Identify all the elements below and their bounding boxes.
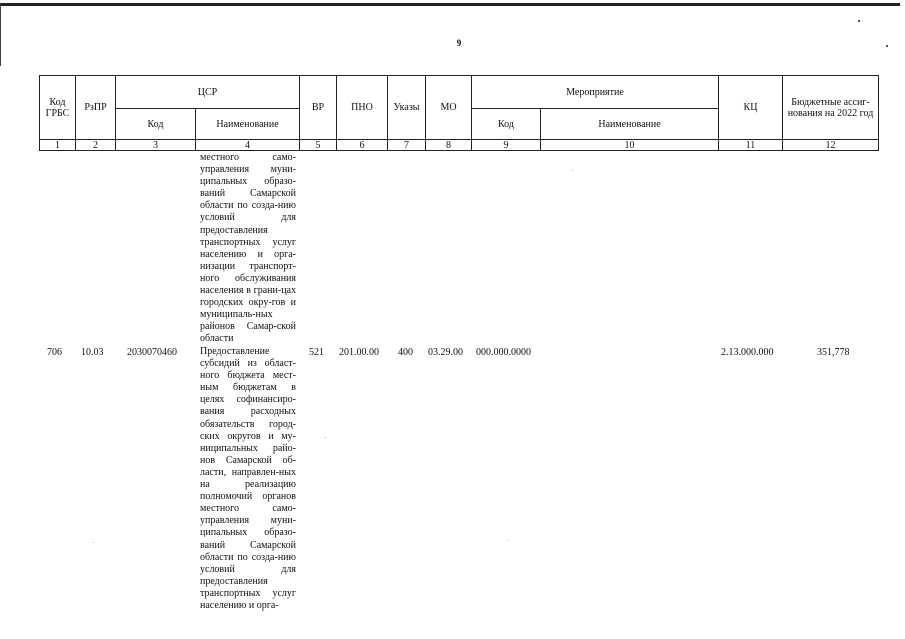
- cell-rzpr: 10.03: [81, 347, 104, 358]
- page-number: 9: [456, 38, 462, 48]
- cell-pno: 201.00.00: [339, 347, 379, 358]
- header-meropriyatie: Мероприятие: [471, 75, 719, 109]
- scan-speck: [325, 437, 326, 438]
- col-number: 10: [540, 139, 719, 151]
- header-kc: КЦ: [718, 75, 783, 140]
- header-kod-grbs: Код ГРБС: [39, 75, 76, 140]
- col-number: 6: [336, 139, 388, 151]
- header-csr-name: Наименование: [195, 108, 300, 140]
- header-mo: МО: [425, 75, 472, 140]
- top-rule: [0, 3, 900, 6]
- col-number: 11: [718, 139, 783, 151]
- cell-grbs: 706: [47, 347, 62, 358]
- col-number: 7: [387, 139, 426, 151]
- left-edge-rule: [0, 4, 1, 66]
- header-csr-kod: Код: [115, 108, 196, 140]
- scan-speck: [93, 542, 94, 543]
- header-vr: ВР: [299, 75, 337, 140]
- col-number: 12: [782, 139, 879, 151]
- cell-ukazy: 400: [398, 347, 413, 358]
- col-number: 5: [299, 139, 337, 151]
- col-number: 3: [115, 139, 196, 151]
- cell-description: Предоставление субсидий из област-ного бюджета мест-ным бюджетам в целях софинансиро-вания расходных обязательств город-ских округов и му-ниципальных райо-нов Самарской об-ласти, направлен-ных на реализацию полномочий органов местного само-управления муни-ципальных образо-ваний Самарской области по созда-нию условий для предоставления транспортных услуг населению и орга-: [200, 346, 296, 611]
- header-ukazy: Указы: [387, 75, 426, 140]
- scan-speck: [508, 540, 509, 541]
- header-meropr-name: Наименование: [540, 108, 719, 140]
- cell-kc: 2.13.000.000: [721, 347, 774, 358]
- header-meropr-kod: Код: [471, 108, 541, 140]
- header-rzpr: РзПР: [75, 75, 116, 140]
- header-budget: Бюджетные ассиг-нования на 2022 год: [782, 75, 879, 140]
- scan-speck: [886, 45, 888, 47]
- cell-meropr-code: 000.000.0000: [476, 347, 531, 358]
- cell-mo: 03.29.00: [428, 347, 463, 358]
- col-number: 8: [425, 139, 472, 151]
- col-number: 9: [471, 139, 541, 151]
- col-number: 2: [75, 139, 116, 151]
- scan-speck: [572, 170, 573, 171]
- col-number: 4: [195, 139, 300, 151]
- continued-description: местного само-управления муни-ципальных образо-ваний Самарской области по созда-нию условий для предоставления транспортных услуг населению и орга-низации транспорт-ного обслуживания населения в грани-цах городских окру-гов и муниципаль-ных районов Самар-ской области: [200, 152, 296, 345]
- scan-speck: [858, 20, 860, 22]
- cell-amount: 351,778: [817, 347, 850, 358]
- cell-vr: 521: [309, 347, 324, 358]
- cell-csr-code: 2030070460: [127, 347, 177, 358]
- header-csr: ЦСР: [115, 75, 300, 109]
- col-number: 1: [39, 139, 76, 151]
- header-pno: ПНО: [336, 75, 388, 140]
